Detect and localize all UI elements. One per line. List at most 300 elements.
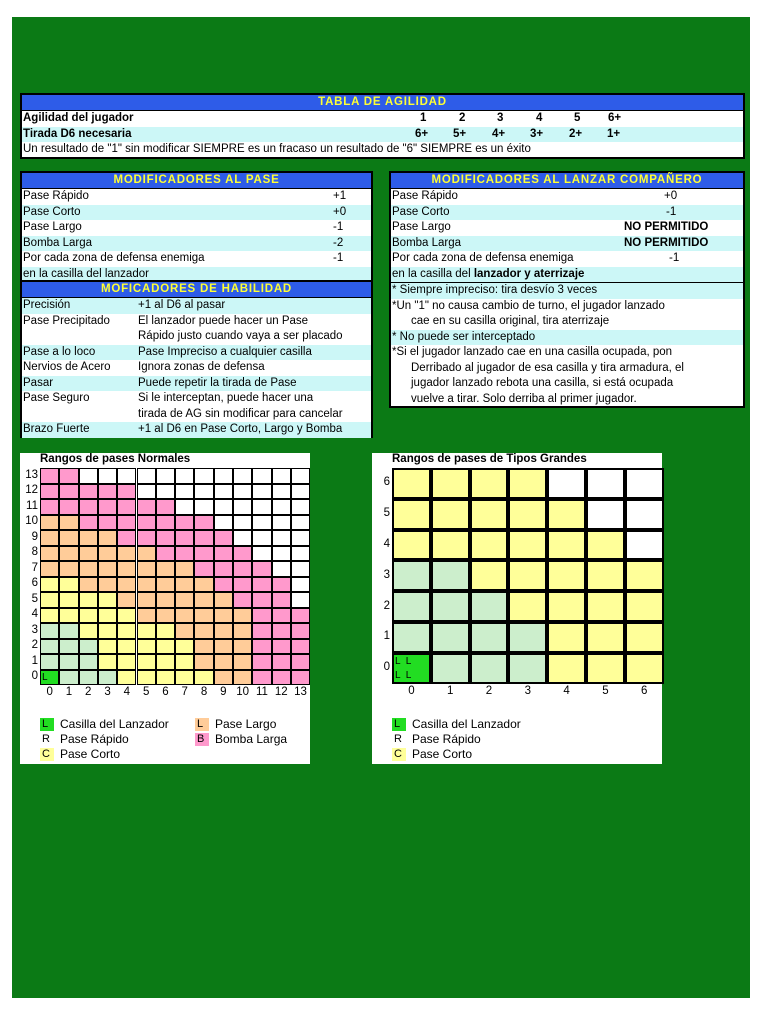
- range-cell: [117, 592, 136, 608]
- x-tick-label: 6: [162, 686, 169, 698]
- throw-mod-row: [391, 220, 743, 236]
- range-cell: [40, 623, 59, 639]
- range-cell: [175, 468, 194, 484]
- range-cell: [214, 530, 233, 546]
- skill-modifiers-table: [20, 280, 373, 438]
- pass-mod-row: [22, 189, 371, 205]
- range-cell: [40, 484, 59, 500]
- range-cell: [586, 530, 625, 561]
- range-cell: [392, 560, 431, 591]
- legend-swatch: L: [392, 718, 406, 731]
- range-cell: [470, 653, 509, 684]
- range-cell: [508, 622, 547, 653]
- range-cell: [137, 468, 156, 484]
- range-cell: [98, 670, 117, 686]
- skill-label: Pasar: [23, 376, 54, 389]
- range-cell: [252, 499, 271, 515]
- throw-note-text: vuelve a tirar. Solo derriba al primer jugador.: [411, 392, 637, 405]
- range-cell: [117, 499, 136, 515]
- range-cell: [508, 591, 547, 622]
- range-cell: [470, 622, 509, 653]
- range-cell: [291, 670, 310, 686]
- x-tick-label: 1: [65, 686, 73, 698]
- normal-ranges-panel: [20, 453, 310, 764]
- pass-mod-value: -1: [333, 221, 344, 233]
- range-cell: [40, 608, 59, 624]
- range-cell: [252, 670, 271, 686]
- skill-row: [22, 314, 371, 330]
- range-cell: [98, 546, 117, 562]
- throw-mod-row: [391, 236, 743, 252]
- range-cell: [79, 670, 98, 686]
- agility-value: 3: [497, 112, 504, 124]
- agility-table-title: TABLA DE AGILIDAD: [22, 95, 743, 111]
- agility-table: [20, 93, 745, 159]
- range-cell: [137, 639, 156, 655]
- range-cell: [117, 639, 136, 655]
- range-cell: [137, 592, 156, 608]
- range-cell: [79, 530, 98, 546]
- y-tick-label: 2: [31, 639, 38, 652]
- x-tick-label: 2: [485, 684, 493, 697]
- x-tick-label: 11: [255, 686, 268, 698]
- throw-mod-value: -1: [669, 252, 680, 264]
- range-cell: [59, 468, 78, 484]
- skill-label: Pase a lo loco: [23, 345, 96, 358]
- range-cell: [625, 530, 664, 561]
- range-cell: [194, 577, 213, 593]
- range-cell: [547, 530, 586, 561]
- throw-mod-row: [391, 205, 743, 221]
- range-cell: [431, 622, 470, 653]
- x-tick-label: 4: [123, 686, 131, 698]
- big-ranges-panel: [372, 453, 662, 764]
- range-cell: [233, 515, 252, 531]
- legend-swatch: B: [195, 733, 209, 746]
- throw-mod-value: -1: [666, 205, 677, 218]
- range-cell: [233, 546, 252, 562]
- range-cell: [586, 622, 625, 653]
- throw-mod-value: NO PERMITIDO: [624, 236, 709, 249]
- x-tick-label: 5: [602, 684, 609, 697]
- range-cell: [98, 561, 117, 577]
- dice-value: 4+: [492, 127, 506, 140]
- range-cell: [59, 561, 78, 577]
- range-cell: [194, 468, 213, 484]
- y-tick-label: 6: [383, 476, 390, 489]
- range-cell: [214, 592, 233, 608]
- range-cell: [272, 654, 291, 670]
- skill-row: [22, 407, 371, 423]
- throw-mod-label: Bomba Larga: [392, 236, 462, 249]
- agility-value: 4: [536, 112, 543, 124]
- x-tick-label: 3: [524, 684, 531, 697]
- range-cell: [586, 468, 625, 499]
- range-cell: [194, 499, 213, 515]
- range-cell: [137, 608, 156, 624]
- range-cell: [625, 468, 664, 499]
- range-cell: [156, 546, 175, 562]
- legend-label: Pase Corto: [60, 747, 121, 761]
- throw-note-text: *Un "1" no causa cambio de turno, el jugador lanzado: [392, 299, 665, 312]
- range-cell: [175, 530, 194, 546]
- pass-mod-value: -2: [333, 236, 344, 249]
- range-cell: [175, 515, 194, 531]
- range-cell: [194, 670, 213, 686]
- dice-row-label: Tirada D6 necesaria: [23, 127, 132, 140]
- throw-mod-row: [391, 251, 743, 267]
- range-cell: [194, 515, 213, 531]
- range-cell: [137, 623, 156, 639]
- skill-label: Brazo Fuerte: [23, 423, 90, 435]
- throw-mod-label-prefix: en la casilla del: [392, 267, 474, 280]
- range-cell: [79, 608, 98, 624]
- range-cell: [156, 654, 175, 670]
- range-cell: [59, 499, 78, 515]
- range-cell: [156, 468, 175, 484]
- range-cell: [252, 468, 271, 484]
- agility-value: 2: [459, 112, 466, 124]
- throw-mod-label: Pase Rápido: [392, 190, 458, 202]
- pass-mod-label: Pase Corto: [23, 205, 81, 218]
- range-cell: [40, 654, 59, 670]
- y-tick-label: 6: [31, 577, 38, 590]
- range-cell: [98, 592, 117, 608]
- legend-label: Casilla del Lanzador: [60, 717, 169, 731]
- sheet-background: [12, 17, 750, 998]
- legend-swatch: L: [40, 718, 54, 731]
- range-cell: [291, 654, 310, 670]
- range-cell: [59, 592, 78, 608]
- range-cell: [233, 623, 252, 639]
- range-cell: [291, 515, 310, 531]
- range-cell: [508, 499, 547, 530]
- skill-label: Nervios de Acero: [23, 361, 111, 373]
- range-cell: [272, 623, 291, 639]
- pass-mod-label: Pase Largo: [23, 221, 82, 233]
- y-tick-label: 9: [31, 530, 38, 543]
- throw-mod-label: Pase Corto: [392, 205, 450, 218]
- range-cell: [98, 499, 117, 515]
- range-cell: [291, 623, 310, 639]
- x-tick-label: 1: [446, 684, 454, 697]
- agility-value: 1: [420, 112, 427, 124]
- range-cell: [291, 468, 310, 484]
- x-tick-label: 8: [200, 686, 208, 698]
- range-cell: [252, 546, 271, 562]
- range-cell: [98, 515, 117, 531]
- range-cell: [272, 484, 291, 500]
- range-cell: [291, 592, 310, 608]
- range-cell: [117, 546, 136, 562]
- x-tick-label: 10: [236, 686, 250, 698]
- range-cell: [40, 530, 59, 546]
- range-cell: [175, 608, 194, 624]
- skill-label: Precisión: [23, 299, 71, 311]
- skill-desc: Rápido justo cuando vaya a ser placado: [138, 330, 343, 342]
- legend-label: Pase Rápido: [60, 732, 129, 746]
- skill-row: [22, 422, 371, 438]
- x-tick-label: 13: [294, 686, 307, 698]
- agility-row: [22, 111, 743, 127]
- range-cell: [214, 608, 233, 624]
- range-cell: [272, 577, 291, 593]
- x-tick-label: 9: [220, 686, 227, 698]
- range-cell: [392, 622, 431, 653]
- skill-desc: tirada de AG sin modificar para cancelar: [138, 407, 343, 420]
- x-tick-label: 6: [640, 684, 648, 697]
- dice-value: 3+: [530, 127, 544, 140]
- y-tick-label: 0: [383, 661, 390, 674]
- range-cell: [508, 468, 547, 499]
- range-cell: [272, 499, 291, 515]
- y-tick-label: 5: [31, 592, 38, 605]
- range-cell: [59, 530, 78, 546]
- pass-mod-row: [22, 220, 371, 236]
- y-tick-label: 3: [383, 568, 390, 581]
- agility-note: Un resultado de "1" sin modificar SIEMPRE es un fracaso un resultado de "6" SIEMPRE es un éxito: [23, 143, 531, 155]
- throw-mod-row: [391, 189, 743, 205]
- range-cell: [291, 499, 310, 515]
- skill-desc: Pase Impreciso a cualquier casilla: [138, 345, 312, 358]
- legend-label: Casilla del Lanzador: [412, 717, 521, 731]
- range-cell: [508, 560, 547, 591]
- range-cell: [252, 515, 271, 531]
- range-cell: [156, 639, 175, 655]
- y-tick-label: 3: [31, 623, 38, 636]
- range-cell: [214, 577, 233, 593]
- range-cell: [547, 653, 586, 684]
- pass-mod-row: [22, 236, 371, 252]
- range-cell: [470, 560, 509, 591]
- range-cell: [175, 639, 194, 655]
- pass-mod-row: [22, 205, 371, 221]
- range-cell: [79, 561, 98, 577]
- range-cell: [175, 654, 194, 670]
- x-tick-label: 7: [181, 686, 188, 698]
- range-cell: [175, 546, 194, 562]
- range-cell: [470, 591, 509, 622]
- range-cell: [79, 546, 98, 562]
- range-cell: [137, 484, 156, 500]
- range-cell: [272, 546, 291, 562]
- range-cell: [272, 592, 291, 608]
- range-cell: L L L L: [392, 653, 431, 684]
- dice-value: 6+: [415, 127, 429, 140]
- range-cell: [156, 484, 175, 500]
- range-cell: [291, 577, 310, 593]
- range-cell: [252, 530, 271, 546]
- x-tick-label: 2: [85, 686, 92, 698]
- throw-note: [391, 376, 743, 392]
- y-tick-label: 7: [31, 561, 38, 574]
- range-cell: [156, 577, 175, 593]
- range-cell: [291, 530, 310, 546]
- range-cell: [586, 591, 625, 622]
- range-cell: [252, 577, 271, 593]
- range-cell: [156, 515, 175, 531]
- range-cell: [59, 639, 78, 655]
- range-cell: [156, 608, 175, 624]
- range-cell: [233, 484, 252, 500]
- range-cell: [79, 468, 98, 484]
- x-tick-label: 3: [104, 686, 111, 698]
- range-cell: [137, 499, 156, 515]
- range-cell: [214, 623, 233, 639]
- throw-mod-value: +0: [664, 190, 678, 202]
- range-cell: [252, 654, 271, 670]
- range-cell: [233, 670, 252, 686]
- pass-modifiers-table: [20, 171, 373, 281]
- y-tick-label: 0: [31, 670, 38, 683]
- range-cell: [79, 515, 98, 531]
- range-cell: [117, 577, 136, 593]
- range-cell: [98, 484, 117, 500]
- skill-desc: Ignora zonas de defensa: [138, 361, 265, 373]
- range-cell: [233, 639, 252, 655]
- range-cell: [194, 484, 213, 500]
- range-cell: [59, 623, 78, 639]
- y-tick-label: 11: [26, 499, 38, 512]
- legend-swatch: L: [195, 718, 209, 731]
- dice-value: 2+: [569, 127, 583, 140]
- x-tick-label: 5: [142, 686, 150, 698]
- range-cell: [175, 670, 194, 686]
- throw-mod-value: NO PERMITIDO: [624, 221, 709, 233]
- range-cell: [547, 622, 586, 653]
- range-cell: [625, 560, 664, 591]
- throw-note-text: * Siempre impreciso: tira desvío 3 veces: [392, 284, 598, 296]
- range-cell: [40, 639, 59, 655]
- skill-desc: +1 al D6 al pasar: [138, 299, 226, 311]
- skill-desc: Puede repetir la tirada de Pase: [138, 376, 297, 389]
- agility-note-row: [22, 142, 743, 158]
- skill-desc: El lanzador puede hacer un Pase: [138, 314, 309, 327]
- range-cell: [272, 530, 291, 546]
- y-tick-label: 5: [383, 507, 390, 520]
- pass-mod-label: en la casilla del lanzador: [23, 267, 149, 280]
- range-cell: [137, 561, 156, 577]
- range-cell: [175, 577, 194, 593]
- range-cell: [214, 484, 233, 500]
- range-cell: [252, 623, 271, 639]
- range-cell: [59, 515, 78, 531]
- range-cell: [117, 623, 136, 639]
- pass-mod-label: Por cada zona de defensa enemiga: [23, 252, 205, 264]
- range-cell: [233, 499, 252, 515]
- range-cell: [98, 530, 117, 546]
- pass-mod-row: [22, 251, 371, 267]
- y-tick-label: 12: [25, 484, 38, 497]
- range-cell: [194, 654, 213, 670]
- range-cell: [214, 546, 233, 562]
- range-cell: [194, 623, 213, 639]
- skill-row: [22, 391, 371, 407]
- legend-label: Bomba Larga: [215, 732, 288, 746]
- y-tick-label: 4: [383, 538, 390, 550]
- y-tick-label: 1: [31, 654, 38, 667]
- range-cell: [252, 608, 271, 624]
- y-tick-label: 13: [25, 468, 38, 481]
- range-cell: [194, 546, 213, 562]
- range-cell: [98, 623, 117, 639]
- range-cell: [194, 639, 213, 655]
- range-cell: [40, 468, 59, 484]
- range-cell: [137, 577, 156, 593]
- y-tick-label: 2: [383, 599, 390, 612]
- range-cell: [470, 499, 509, 530]
- range-cell: [272, 561, 291, 577]
- range-cell: [625, 499, 664, 530]
- skill-modifiers-title: MOFICADORES DE HABILIDAD: [22, 282, 371, 298]
- big-ranges-title: Rangos de pases de Tipos Grandes: [392, 453, 587, 465]
- y-tick-label: 10: [25, 515, 38, 528]
- throw-mod-label: Por cada zona de defensa enemiga: [392, 252, 574, 264]
- range-cell: [252, 639, 271, 655]
- range-cell: [272, 670, 291, 686]
- range-cell: [214, 654, 233, 670]
- range-cell: [137, 546, 156, 562]
- throw-note: [391, 330, 743, 346]
- throw-note-text: *Si el jugador lanzado cae en una casilla ocupada, pon: [392, 346, 673, 358]
- skill-row: [22, 376, 371, 392]
- range-cell: [291, 546, 310, 562]
- range-cell: [137, 530, 156, 546]
- range-cell: [586, 499, 625, 530]
- legend-label: Pase Corto: [412, 747, 473, 761]
- range-cell: [117, 468, 136, 484]
- range-cell: [508, 530, 547, 561]
- range-cell: [117, 608, 136, 624]
- normal-ranges-title: Rangos de pases Normales: [40, 453, 191, 465]
- range-cell: [79, 484, 98, 500]
- range-cell: [156, 499, 175, 515]
- range-cell: [40, 592, 59, 608]
- range-cell: [59, 670, 78, 686]
- legend-swatch: R: [40, 733, 54, 746]
- throw-mod-label: Pase Largo: [392, 221, 451, 233]
- range-cell: [156, 592, 175, 608]
- range-cell: [137, 654, 156, 670]
- throw-teammate-title: MODIFICADORES AL LANZAR COMPAÑERO: [391, 173, 743, 189]
- throw-note-text: cae en su casilla original, tira aterrizaje: [411, 315, 610, 327]
- skill-row: [22, 298, 371, 314]
- skill-row: [22, 360, 371, 376]
- y-tick-label: 4: [31, 608, 38, 621]
- legend-swatch: C: [392, 748, 406, 761]
- range-cell: [117, 484, 136, 500]
- skill-label: Pase Precipitado: [23, 314, 110, 327]
- range-cell: [214, 561, 233, 577]
- range-cell: [40, 577, 59, 593]
- range-cell: [547, 591, 586, 622]
- legend-swatch: R: [392, 733, 406, 746]
- range-cell: [291, 608, 310, 624]
- range-cell: [272, 468, 291, 484]
- range-cell: [98, 654, 117, 670]
- skill-desc: +1 al D6 en Pase Corto, Largo y Bomba: [138, 423, 343, 435]
- range-cell: [431, 468, 470, 499]
- range-cell: [470, 530, 509, 561]
- range-cell: [291, 561, 310, 577]
- range-cell: [214, 670, 233, 686]
- skill-desc: Si le interceptan, puede hacer una: [138, 392, 314, 404]
- range-cell: [98, 639, 117, 655]
- range-cell: [40, 561, 59, 577]
- throw-note: [391, 283, 743, 299]
- range-cell: [547, 468, 586, 499]
- range-cell: [59, 484, 78, 500]
